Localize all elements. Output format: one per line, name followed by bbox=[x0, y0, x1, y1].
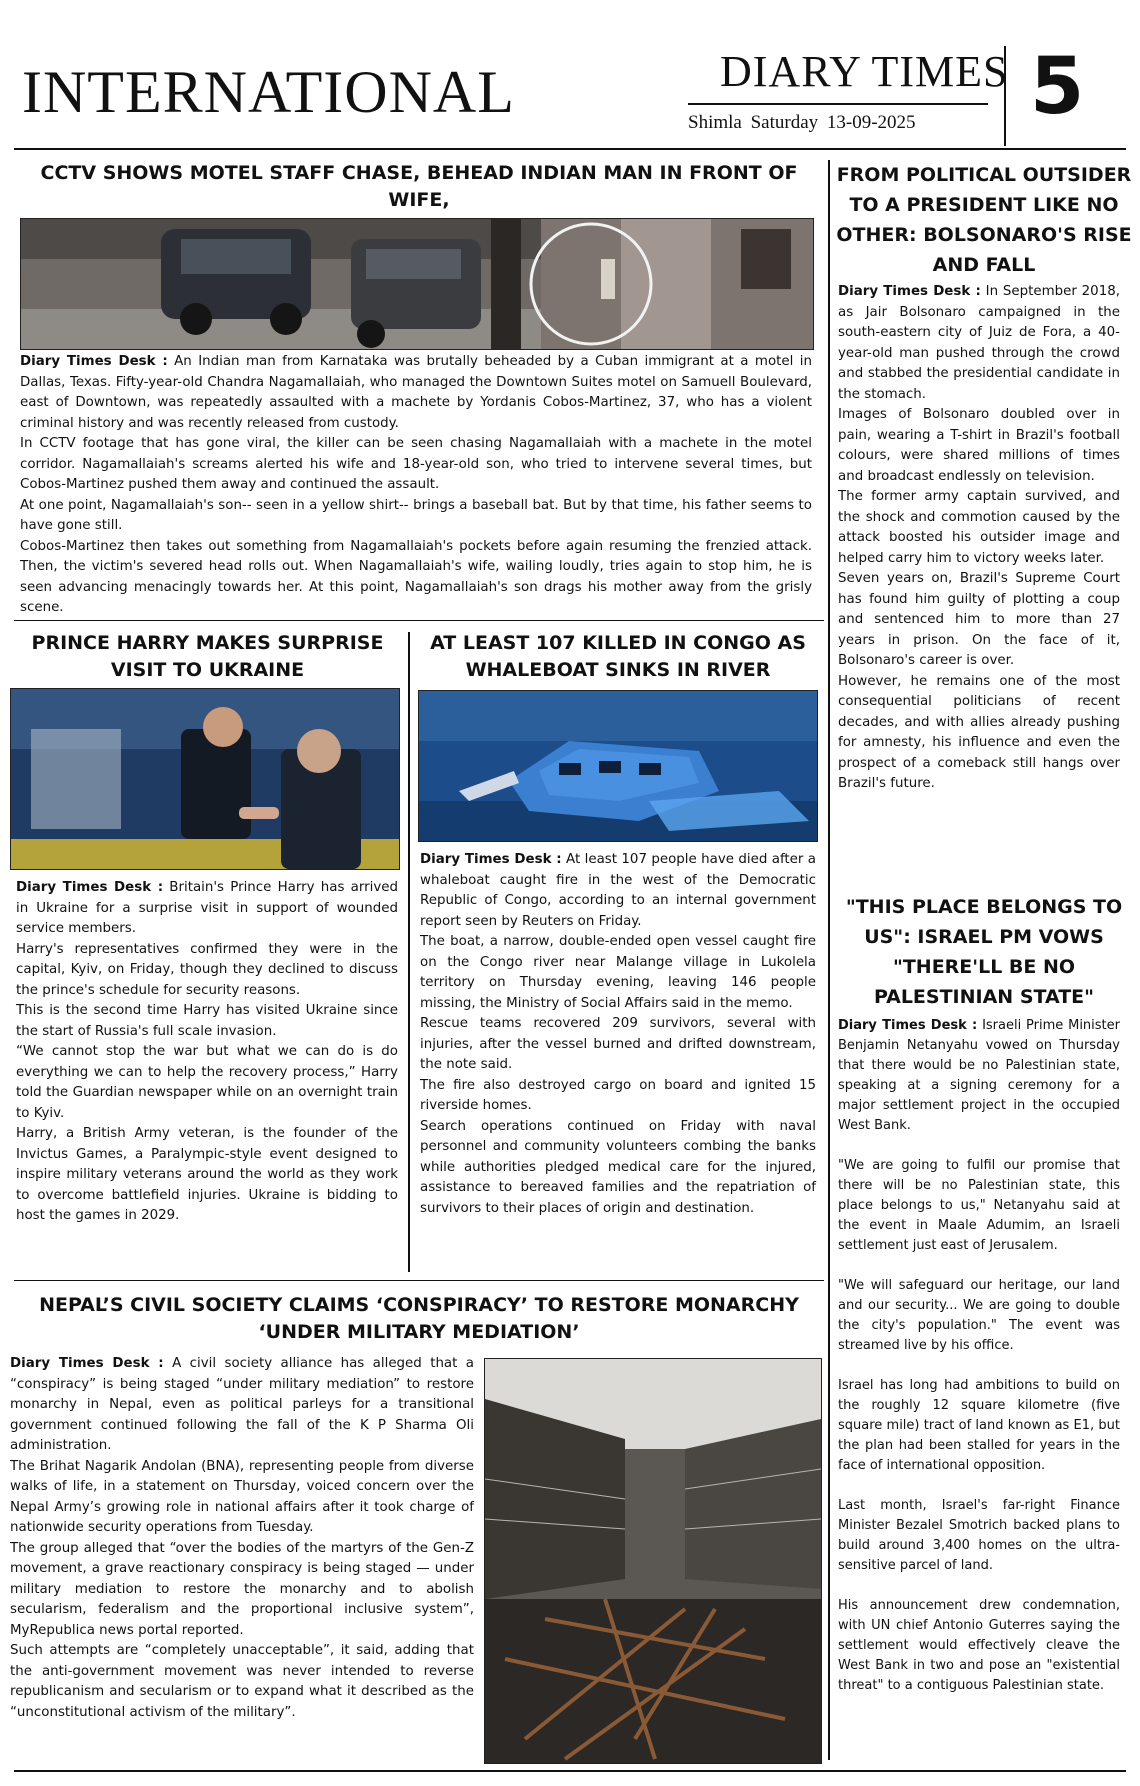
harry-paragraph-3: This is the second time Harry has visited Ukraine since the start of Russia's full scale invasion. bbox=[16, 1003, 398, 1039]
harry-paragraph-1: Britain's Prince Harry has arrived in Ukraine for a surprise visit in support of wounded service members. bbox=[16, 880, 399, 936]
israel-headline-line3: "THERE'LL BE NO bbox=[892, 956, 1076, 978]
nepal-photo bbox=[484, 1358, 822, 1764]
congo-paragraph-5: Search operations continued on Friday with naval personnel and community volunteers combing the banks while authorities pledged medical care for the injured, assistance to bereaved families and the repatriation of survivors to their places of origin and destination. bbox=[420, 1118, 816, 1216]
cctv-desk-label: Diary Times Desk : bbox=[20, 354, 168, 369]
bolsonaro-body bbox=[838, 282, 1120, 795]
section-title: INTERNATIONAL bbox=[22, 59, 515, 125]
cctv-paragraph-2: In CCTV footage that has gone viral, the killer can be seen chasing Nagamallaiah with a machete in the motel corridor. Nagamallaiah's screams alerted his wife and 18-year-old son, who tried to intervene several times, but Cobos-Martinez pushed them away and continued the assault. bbox=[20, 436, 812, 492]
cctv-paragraph-1: An Indian man from Karnataka was brutally beheaded by a Cuban immigrant at a motel in Dallas, Texas. Fifty-year-old Chandra Nagamallaiah, who managed the Downtown Suites motel on Samuell Boulevard, east of Downtown, was repeatedly assaulted with a machete by Yordanis Cobos-Martinez, 37, who has a violent criminal history and was recently released from custody. bbox=[20, 354, 812, 431]
congo-desk-label: Diary Times Desk : bbox=[420, 852, 562, 867]
nepal-paragraph-1: A civil society alliance has alleged that a “conspiracy” is being staged “under military mediation” to restore monarchy in Nepal, even as political parleys for a transitional government continued following the fall of the K P Sharma Oli administration. bbox=[10, 1356, 474, 1453]
cctv-photo bbox=[20, 218, 814, 350]
congo-headline-line2: WHALEBOAT SINKS IN RIVER bbox=[465, 658, 771, 681]
israel-headline-line2: US": ISRAEL PM VOWS bbox=[864, 926, 1104, 948]
nepal-headline-line2: ‘UNDER MILITARY MEDIATION’ bbox=[258, 1320, 580, 1343]
congo-paragraph-2: The boat, a narrow, double-ended open vessel caught fire on the Congo river near Malange village in Lukolela territory on Thursday evening, leaving 146 people missing, the Ministry of Social Affairs said in the memo. bbox=[420, 934, 816, 1011]
israel-paragraph-5: Last month, Israel's far-right Finance Minister Bezalel Smotrich backed plans to build around 3,400 homes on the ultra-sensitive parcel of land. bbox=[838, 1498, 1120, 1573]
cctv-paragraph-4: Cobos-Martinez then takes out something from Nagamallaiah's pockets before again resuming the frenzied attack. Then, the victim's severed head rolls out. When Nagamallaiah's wife, wailing loudly, tries again to stop him, he is seen advancing menacingly towards her. At this point, Nagamallaiah's son drags his mother away from the grisly scene. bbox=[20, 538, 812, 615]
harry-desk-label: Diary Times Desk : bbox=[16, 880, 164, 895]
harry-headline-line2: VISIT TO UKRAINE bbox=[110, 658, 305, 681]
right-column-divider bbox=[828, 160, 830, 1760]
israel-paragraph-4: Israel has long had ambitions to build on the roughly 12 square kilometre (five square mile) tract of land known as E1, but the plan had been stalled for years in the face of international opposition. bbox=[838, 1378, 1120, 1473]
harry-headline bbox=[10, 630, 405, 683]
bolsonaro-headline bbox=[834, 160, 1134, 280]
nepal-headline bbox=[14, 1292, 824, 1345]
bolsonaro-paragraph-1: In September 2018, as Jair Bolsonaro campaigned in the south-eastern city of Juiz de Fora, a 40-year-old man pushed through the crowd and stabbed the presidential candidate in the stomach. bbox=[838, 284, 1120, 402]
israel-paragraph-6: His announcement drew condemnation, with UN chief Antonio Guterres saying the settlement would effectively cleave the West Bank in two and pose an "existential threat" to a contiguous Palestinian state. bbox=[838, 1598, 1120, 1693]
bolsonaro-paragraph-3: The former army captain survived, and the shock and commotion caused by the attack boosted his outsider image and helped carry him to victory weeks later. bbox=[838, 489, 1120, 566]
top-rule bbox=[14, 148, 1126, 150]
israel-paragraph-3: "We will safeguard our heritage, our land and our security... We are going to double the city's population." The event was streamed live by his office. bbox=[838, 1278, 1120, 1353]
cctv-bottom-rule bbox=[14, 620, 824, 621]
israel-headline bbox=[834, 892, 1134, 1012]
congo-body bbox=[420, 850, 816, 1219]
israel-headline-line1: "THIS PLACE BELONGS TO bbox=[845, 896, 1123, 918]
harry-photo bbox=[10, 688, 400, 870]
bolsonaro-headline-line4: AND FALL bbox=[932, 254, 1036, 276]
congo-headline-line1: AT LEAST 107 KILLED IN CONGO AS bbox=[430, 632, 806, 654]
congo-photo bbox=[418, 690, 818, 842]
newspaper-name: DIARY TIMES bbox=[720, 47, 1009, 96]
congo-paragraph-3: Rescue teams recovered 209 survivors, several with injuries, after the vessel burned and drifted downstream, the note said. bbox=[420, 1016, 816, 1072]
masthead-rule bbox=[688, 103, 988, 105]
israel-headline-line4: PALESTINIAN STATE" bbox=[873, 986, 1095, 1008]
cctv-body bbox=[20, 352, 812, 619]
bottom-rule bbox=[14, 1770, 1126, 1772]
dateline: Shimla Saturday 13-09-2025 bbox=[688, 112, 916, 133]
harry-headline-line1: PRINCE HARRY MAKES SURPRISE bbox=[31, 632, 384, 654]
bolsonaro-paragraph-4: Seven years on, Brazil's Supreme Court has found him guilty of plotting a coup and sentenced him to more than 27 years in prison. On the face of it, Bolsonaro's career is over. bbox=[838, 571, 1120, 668]
bolsonaro-headline-line3: OTHER: BOLSONARO'S RISE bbox=[836, 224, 1132, 246]
page-number: 5 bbox=[1030, 42, 1085, 132]
israel-body bbox=[838, 1016, 1120, 1696]
israel-desk-label: Diary Times Desk : bbox=[838, 1018, 978, 1033]
bolsonaro-headline-line1: FROM POLITICAL OUTSIDER bbox=[836, 164, 1132, 186]
nepal-desk-label: Diary Times Desk : bbox=[10, 1356, 164, 1371]
bolsonaro-paragraph-5: However, he remains one of the most consequential politicians of recent decades, and with allies already pushing for amnesty, his influence and even the prospect of a comeback still hangs over Brazil's future. bbox=[838, 673, 1120, 791]
israel-paragraph-1: Israeli Prime Minister Benjamin Netanyahu vowed on Thursday that there would be no Palestinian state, speaking at a signing ceremony for a major settlement project in the occupied West Bank. bbox=[838, 1018, 1120, 1133]
cctv-paragraph-3: At one point, Nagamallaiah's son-- seen in a yellow shirt-- brings a baseball bat. But by that time, his father seems to have gone still. bbox=[20, 497, 812, 533]
harry-paragraph-5: Harry, a British Army veteran, is the founder of the Invictus Games, a Paralympic-style event designed to inspire military veterans around the world as they work to overcome battlefield injuries. Ukraine is bidding to host the games in 2029. bbox=[16, 1126, 398, 1223]
bolsonaro-desk-label: Diary Times Desk : bbox=[838, 284, 981, 299]
mid-column-divider bbox=[408, 632, 410, 1272]
congo-paragraph-1: At least 107 people have died after a whaleboat caught fire in the west of the Democratic Republic of Congo, according to an internal government report seen by Reuters on Friday. bbox=[420, 852, 817, 929]
congo-headline bbox=[414, 630, 822, 683]
harry-body bbox=[16, 878, 398, 1227]
nepal-headline-line1: NEPAL’S CIVIL SOCIETY CLAIMS ‘CONSPIRACY’ TO RESTORE MONARCHY bbox=[39, 1294, 799, 1316]
harry-paragraph-4: “We cannot stop the war but what we can do is do everything we can to help the recovery process,” Harry told the Guardian newspaper while on an overnight train to Kyiv. bbox=[16, 1044, 398, 1121]
page-number-divider bbox=[1004, 46, 1006, 146]
nepal-body bbox=[10, 1354, 474, 1723]
congo-paragraph-4: The fire also destroyed cargo on board and ignited 15 riverside homes. bbox=[420, 1077, 816, 1113]
cctv-headline-line1: CCTV SHOWS MOTEL STAFF CHASE, BEHEAD INDIAN MAN IN FRONT OF WIFE, bbox=[40, 162, 798, 211]
nepal-paragraph-2: The Brihat Nagarik Andolan (BNA), representing people from diverse walks of life, in a statement on Thursday, voiced concern over the Nepal Army’s growing role in national affairs after it took charge of nationwide security operations from Tuesday. bbox=[10, 1458, 474, 1535]
nepal-paragraph-3: The group alleged that “over the bodies of the martyrs of the Gen-Z movement, a grave reactionary conspiracy is being staged — under military mediation to restore the monarchy and to abolish secularism, federalism and the proportional inclusive system”, MyRepublica news portal reported. bbox=[10, 1540, 474, 1638]
harry-paragraph-2: Harry's representatives confirmed they were in the capital, Kyiv, on Friday, though they declined to discuss the prince's schedule for security reasons. bbox=[16, 941, 398, 998]
israel-paragraph-2: "We are going to fulfil our promise that there will be no Palestinian state, this place belongs to us," Netanyahu said at the event in Maale Adumim, an Israeli settlement just east of Jerusalem. bbox=[838, 1158, 1120, 1253]
nepal-paragraph-4: Such attempts are “completely unacceptable”, it said, adding that the anti-government movement was never intended to reverse republicanism and secularism or to expand what it described as the “unconstitutional activism of the military”. bbox=[10, 1643, 474, 1720]
bolsonaro-headline-line2: TO A PRESIDENT LIKE NO bbox=[849, 194, 1119, 216]
mid-bottom-rule bbox=[14, 1280, 824, 1281]
bolsonaro-paragraph-2: Images of Bolsonaro doubled over in pain, wearing a T-shirt in Brazil's football colours, were shared millions of times and broadcast endlessly on television. bbox=[838, 407, 1120, 484]
